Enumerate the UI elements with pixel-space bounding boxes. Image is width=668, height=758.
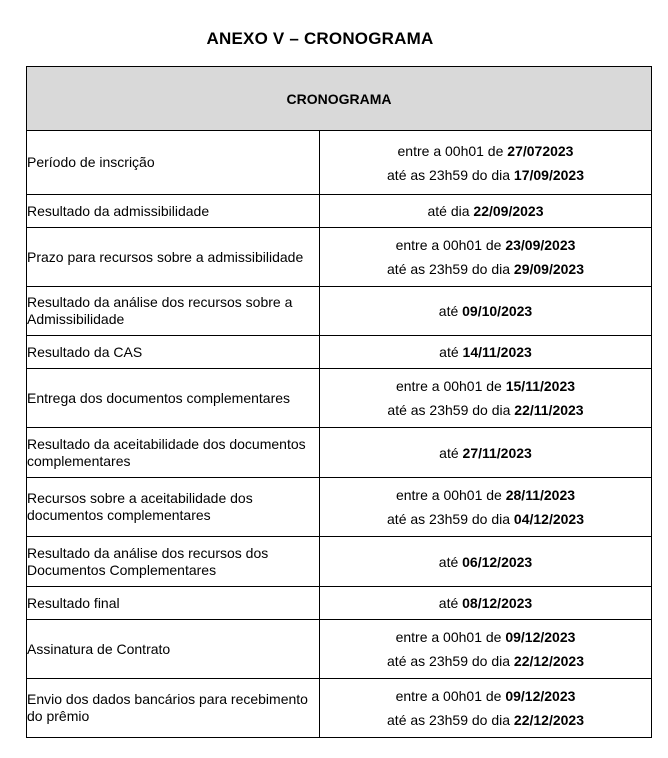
stage-date [320,620,652,679]
date-line [320,163,651,187]
table-row [27,195,652,228]
date-prefix: entre a 00h01 de [395,487,506,503]
stage-date [320,287,652,336]
date-value: 22/09/2023 [473,203,544,219]
table-row [27,131,652,195]
date-prefix: até [438,303,463,319]
date-value: 23/09/2023 [505,237,576,253]
date-value: 15/11/2023 [505,378,576,394]
date-line [320,591,651,615]
stage-label: Entrega dos documentos complementares [27,369,320,428]
stage-date [320,679,652,738]
date-prefix: entre a 00h01 de [397,142,508,159]
stage-label: Resultado da aceitabilidade dos documentos complementares [27,428,320,478]
date-value: 09/12/2023 [505,629,576,645]
date-line [320,684,651,708]
date-line [320,483,651,507]
table-header-row [27,67,652,131]
date-prefix: até as 23h59 do dia [387,712,514,728]
date-line [320,550,651,574]
date-prefix: entre a 00h01 de [395,237,506,253]
page-title: ANEXO V – CRONOGRAMA [206,29,434,48]
date-value: 22/11/2023 [514,402,584,418]
date-value: 08/12/2023 [462,595,533,611]
date-line [320,340,651,364]
date-line [320,299,651,323]
stage-label: Resultado da análise dos recursos sobre a Admissibilidade [27,287,320,336]
date-line [320,233,651,257]
stage-date [320,228,652,287]
table-row [27,428,652,478]
table-row [27,679,652,738]
stage-date [320,369,652,428]
table-row [27,287,652,336]
date-prefix: entre a 00h01 de [395,629,506,645]
date-value: 22/12/2023 [513,653,584,669]
date-line [320,139,651,163]
stage-label: Envio dos dados bancários para recebimento do prêmio [27,679,320,738]
stage-label: Resultado da admissibilidade [27,195,320,228]
table-row [27,537,652,587]
date-prefix: entre a 00h01 de [395,378,506,394]
date-prefix: até as 23h59 do dia [387,653,514,669]
stage-date [320,478,652,537]
date-prefix: até [438,595,463,611]
date-value: 04/12/2023 [513,511,584,527]
stage-label: Recursos sobre a aceitabilidade dos documentos complementares [27,478,320,537]
table-row [27,478,652,537]
date-value: 06/12/2023 [462,553,533,570]
stage-date [320,195,652,228]
stage-date [320,131,652,195]
date-prefix: até as 23h59 do dia [387,261,514,277]
date-line [320,257,651,281]
date-value: 27/11/2023 [462,444,532,461]
table-row [27,620,652,679]
date-line [320,398,651,422]
date-value: 27/072023 [507,142,574,159]
date-line [320,625,651,649]
table-row [27,587,652,620]
stage-label: Assinatura de Contrato [27,620,320,679]
stage-date [320,336,652,369]
date-prefix: até dia [427,203,474,219]
stage-label: Resultado da CAS [27,336,320,369]
table-row [27,369,652,428]
stage-label: Resultado da análise dos recursos dos Documentos Complementares [27,537,320,587]
date-value: 09/12/2023 [505,688,576,704]
date-value: 09/10/2023 [462,303,533,319]
stage-label: Prazo para recursos sobre a admissibilidade [27,228,320,287]
date-prefix: até [438,553,463,570]
date-prefix: entre a 00h01 de [395,688,506,704]
date-value: 29/09/2023 [513,261,584,277]
date-line [320,507,651,531]
date-line [320,441,651,465]
date-prefix: até as 23h59 do dia [387,166,514,183]
schedule-rows [27,131,652,738]
date-value: 28/11/2023 [505,487,576,503]
date-value: 22/12/2023 [513,712,584,728]
stage-label: Período de inscrição [27,131,320,195]
date-line [320,374,651,398]
date-line [320,199,651,223]
table-header: CRONOGRAMA [27,67,652,131]
date-value: 17/09/2023 [513,166,584,183]
schedule-table [26,66,652,738]
date-prefix: até as 23h59 do dia [387,511,514,527]
date-line [320,708,651,732]
stage-date [320,537,652,587]
date-line [320,649,651,673]
table-row [27,336,652,369]
stage-label: Resultado final [27,587,320,620]
stage-date [320,428,652,478]
date-prefix: até [439,344,463,360]
date-value: 14/11/2023 [462,344,532,360]
table-row [27,228,652,287]
stage-date [320,587,652,620]
date-prefix: até [439,444,463,461]
date-prefix: até as 23h59 do dia [387,402,515,418]
